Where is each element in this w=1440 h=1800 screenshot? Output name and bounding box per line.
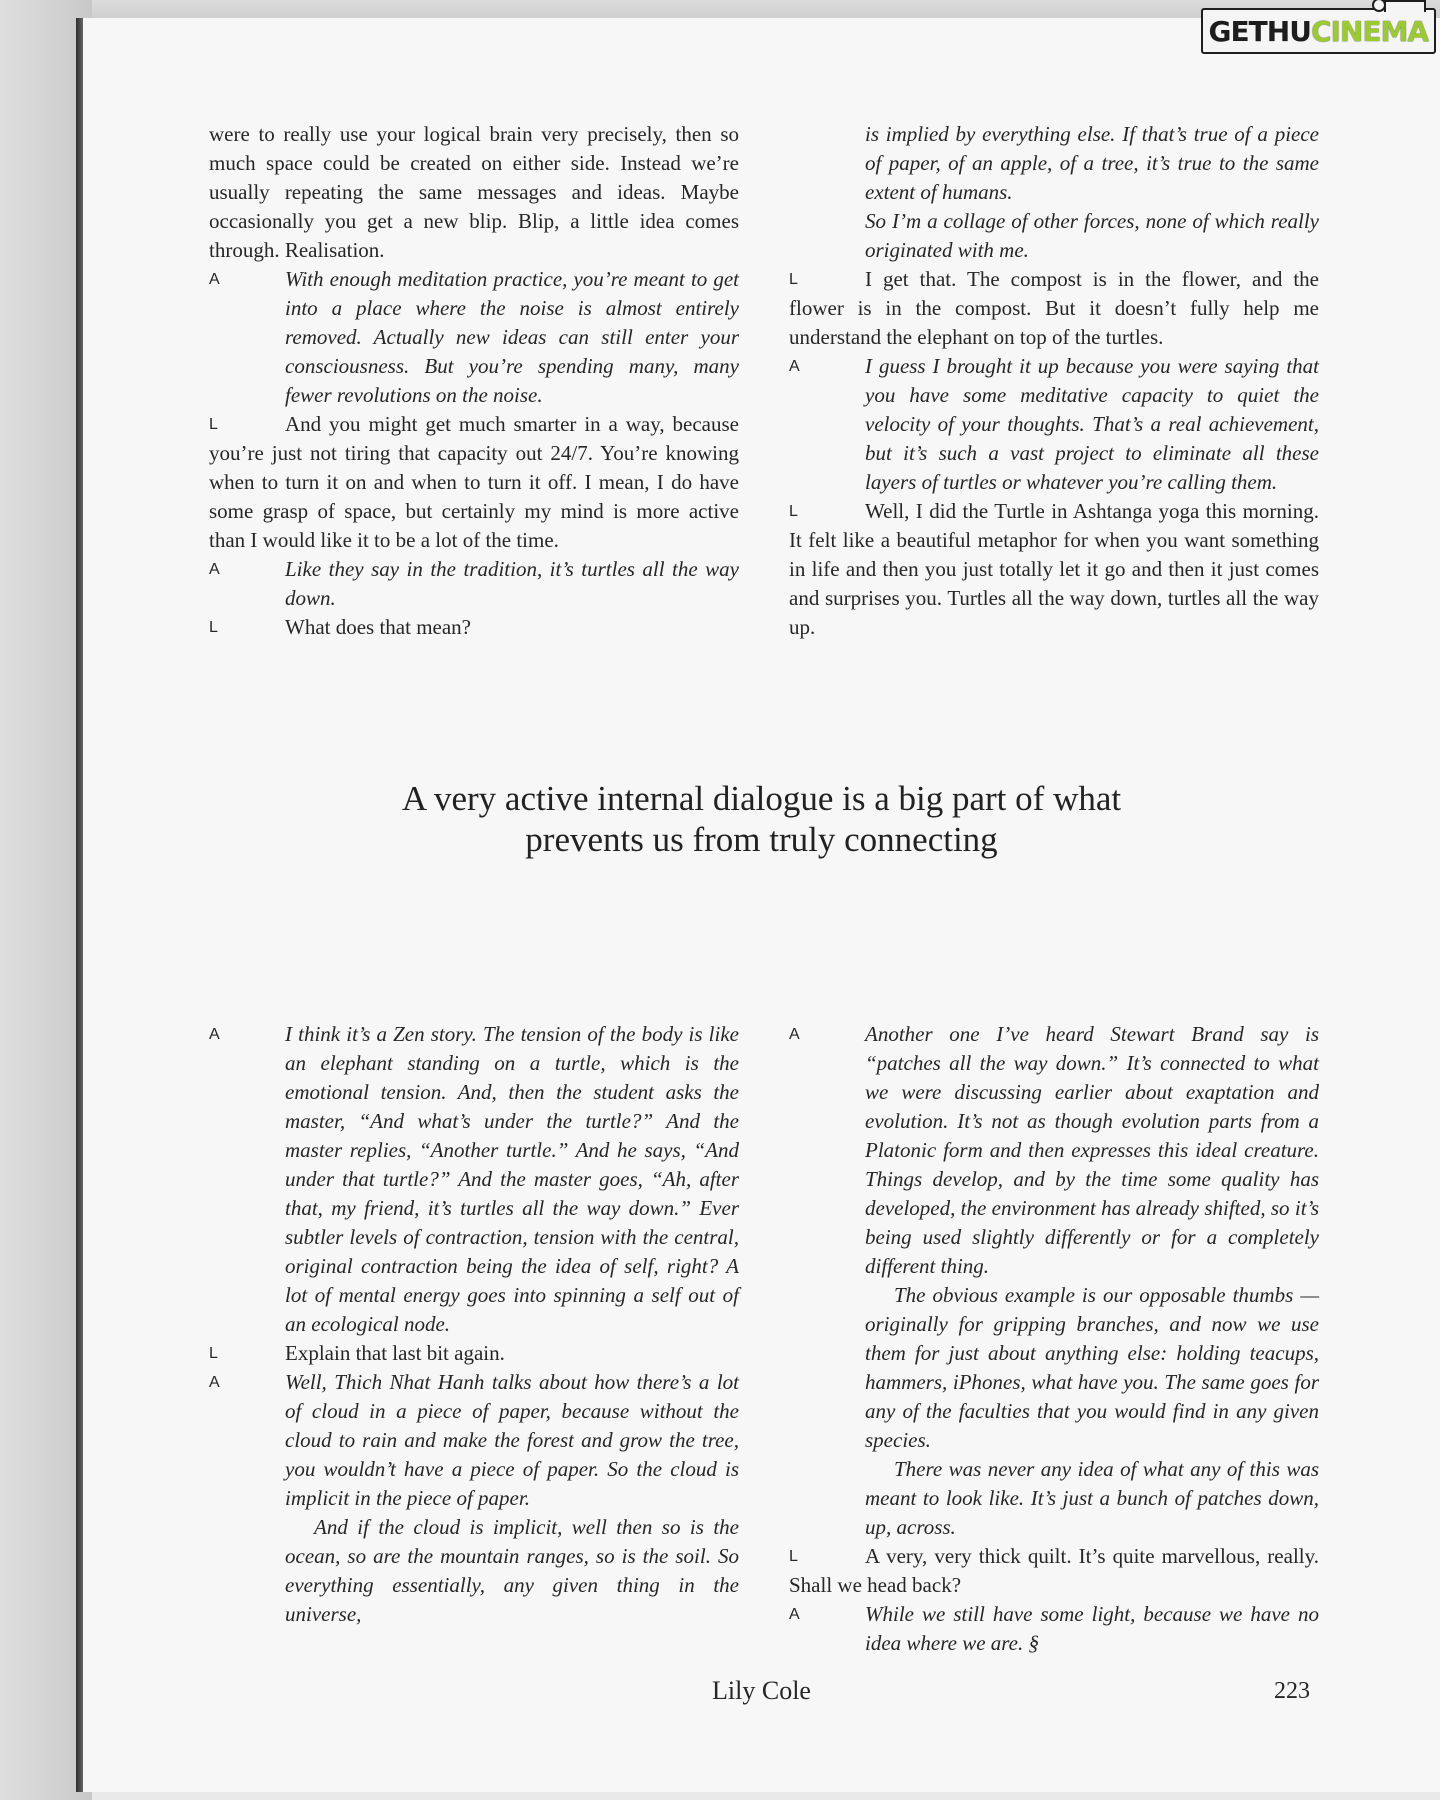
- speaker-label: A: [789, 358, 800, 375]
- speech-a: [209, 1368, 739, 1513]
- speech-a: [789, 1600, 1319, 1658]
- page-number: 223: [1274, 1678, 1310, 1704]
- speech-a: [209, 265, 739, 410]
- watermark-logo: [1201, 8, 1436, 54]
- speech-l: [209, 410, 739, 555]
- speech-text: Another one I’ve heard Stewart Brand say is “patches all the way down.” It’s connected to what we were discussing earlier about exaptation and evolution. It’s not as though evolution parts from a Platonic form and then expresses this ideal creature. Things develop, and by the time some quality has developed, the environment has already shifted, so it’s being used slightly differently or for a completely different thing.: [865, 1022, 1319, 1278]
- continued-text: is implied by everything else. If that’s true of a piece of paper, of an apple, of a tree, it’s true to the same extent of humans.: [865, 122, 1319, 204]
- speech-text: And you might get much smarter in a way, because you’re just not tiring that capacity out 24/7. You’re knowing when to turn it on and when to turn it off. I mean, I do have some grasp of space, but certainly my mind is more active than I would like it to be a lot of the time.: [209, 412, 739, 552]
- speaker-label: A: [789, 1026, 800, 1043]
- speech-a: [789, 1020, 1319, 1281]
- speech-a: [209, 1020, 739, 1339]
- camera-icon: [1384, 0, 1426, 12]
- bottom-left-column: [209, 1020, 739, 1629]
- speaker-label: L: [789, 503, 798, 520]
- speech-text: Well, I did the Turtle in Ashtanga yoga this morning. It felt like a beautiful metaphor for when you want something in life and then you just totally let it go and then it just comes and surprises you. Turtles all the way down, turtles all the way up.: [789, 499, 1319, 639]
- speech-l: [789, 265, 1319, 352]
- top-right-column: [789, 120, 1319, 642]
- speech-text: I guess I brought it up because you were saying that you have some meditative capacity to quiet the velocity of your thoughts. That’s a real achievement, but it’s such a vast project to eliminate all these layers of turtles or whatever you’re calling them.: [865, 354, 1319, 494]
- speech-text: I think it’s a Zen story. The tension of the body is like an elephant standing on a turtle, which is the emotional tension. And, then the student asks the master, “And what’s under the turtle?” And the master replies, “Another turtle.” And he says, “And under that turtle?” And the master goes, “Ah, after that, my friend, it’s turtles all the way down.” Ever subtler levels of contraction, tension with the central, original contraction being the idea of self, right? A lot of mental energy goes into spinning a self out of an ecological node.: [285, 1022, 739, 1336]
- speech-text: What does that mean?: [285, 615, 472, 639]
- continued-text: And if the cloud is implicit, well then so is the ocean, so are the mountain ranges, so is the soil. So everything essentially, any given thing in the universe,: [285, 1515, 739, 1626]
- speech-l: [789, 1542, 1319, 1600]
- speech-l: [789, 497, 1319, 642]
- speaker-label: A: [209, 1026, 220, 1043]
- speaker-label: L: [209, 619, 218, 636]
- continued-text: So I’m a collage of other forces, none of which really originated with me.: [865, 209, 1319, 262]
- speech-text: Explain that last bit again.: [285, 1341, 505, 1365]
- speech-l: [209, 1339, 739, 1368]
- pull-quote: [83, 778, 1440, 860]
- speaker-label: L: [209, 416, 218, 433]
- speech-text: Like they say in the tradition, it’s turtles all the way down.: [285, 557, 739, 610]
- speaker-label: A: [789, 1606, 800, 1623]
- pull-quote-line2: prevents us from truly connecting: [525, 820, 998, 859]
- speaker-label: A: [209, 1374, 220, 1391]
- continued-text: The obvious example is our opposable thumbs — originally for gripping branches, and now we use them for just about anything else: holding teacups, hammers, iPhones, what have you. The same goes for any of the faculties that you would find in any given species.: [865, 1283, 1319, 1452]
- paragraph: were to really use your logical brain very precisely, then so much space could be created on either side. Instead we’re usually repeating the same messages and ideas. Maybe occasionally you get a new blip. Blip, a little idea comes through. Realisation.: [209, 122, 739, 262]
- pull-quote-line1: A very active internal dialogue is a big part of what: [401, 779, 1122, 818]
- speaker-label: L: [789, 271, 798, 288]
- speaker-label: A: [209, 271, 220, 288]
- speech-l: [209, 613, 739, 642]
- speech-a: [789, 352, 1319, 497]
- speech-text: A very, very thick quilt. It’s quite marvellous, really. Shall we head back?: [789, 1544, 1319, 1597]
- speaker-label: A: [209, 561, 220, 578]
- top-left-column: [209, 120, 739, 642]
- speech-text: I get that. The compost is in the flower, and the flower is in the compost. But it doesn’t fully help me understand the elephant on top of the turtles.: [789, 267, 1319, 349]
- bottom-right-column: [789, 1020, 1319, 1658]
- spine-shadow: [76, 18, 83, 1792]
- watermark-part1: GETHU: [1208, 14, 1311, 48]
- watermark-part2: CINEMA: [1310, 14, 1428, 48]
- speaker-label: L: [209, 1345, 218, 1362]
- speech-text: Well, Thich Nhat Hanh talks about how there’s a lot of cloud in a piece of paper, because without the cloud to rain and make the forest and grow the tree, you wouldn’t have a piece of paper. So the cloud is implicit in the piece of paper.: [285, 1370, 739, 1510]
- continued-text: There was never any idea of what any of this was meant to look like. It’s just a bunch of patches down, up, across.: [865, 1457, 1319, 1539]
- speech-text: With enough meditation practice, you’re meant to get into a place where the noise is almost entirely removed. Actually new ideas can still enter your consciousness. But you’re spending many, many fewer revolutions on the noise.: [285, 267, 739, 407]
- running-footer-author: Lily Cole: [712, 1676, 811, 1705]
- speech-a: [209, 555, 739, 613]
- speaker-label: L: [789, 1548, 798, 1565]
- speech-text: While we still have some light, because we have no idea where we are. §: [865, 1602, 1319, 1655]
